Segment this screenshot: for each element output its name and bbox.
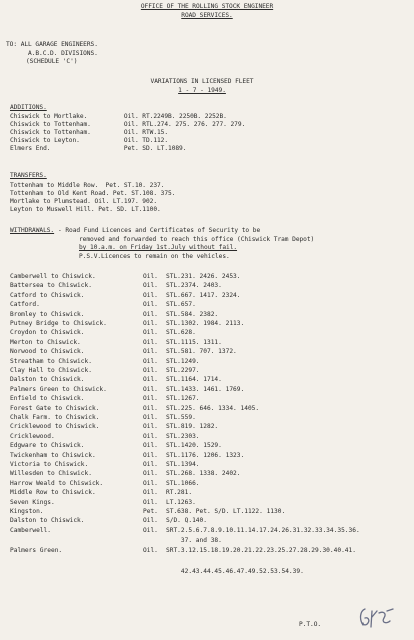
withdrawal-fuel: Oil. <box>143 498 158 506</box>
withdrawal-fleet-numbers: STL.2297. <box>166 367 200 374</box>
withdrawal-fleet-numbers: STL.231. 2426. 2453. <box>166 273 241 280</box>
withdrawal-fuel: Oil. <box>143 338 158 346</box>
withdrawal-fleet-numbers: STL.1176. 1206. 1323. <box>166 451 245 459</box>
withdrawal-fuel: Oil. <box>143 423 158 431</box>
withdrawal-origin: Palmers Green to Chiswick. <box>10 385 107 393</box>
withdrawal-fleet-numbers: STL.2303. <box>166 432 200 440</box>
withdrawal-origin: Dalston to Chiswick. <box>10 517 85 525</box>
transfers-heading: TRANSFERS. <box>10 172 47 179</box>
withdrawal-row <box>10 414 414 421</box>
withdrawal-row <box>10 311 414 318</box>
withdrawal-row <box>10 442 414 449</box>
withdrawal-origin: Middle Row to Chiswick. <box>10 489 96 497</box>
withdrawal-fuel: Oil. <box>143 329 158 337</box>
withdrawal-fleet-numbers: STL.667. 1417. 2324. <box>166 291 241 299</box>
handwritten-mark-icon <box>357 605 397 631</box>
withdrawal-fleet-numbers: STL.1302. 1984. 2113. <box>166 320 245 327</box>
withdrawal-origin: Victoria to Chiswick. <box>10 461 89 468</box>
withdrawal-origin: Norwood to Chiswick. <box>10 348 85 356</box>
withdrawal-fleet-numbers: STL.1394. <box>166 461 200 468</box>
addition-line: Chiswick to Tottenham. Oil. RTW.15. <box>10 129 169 136</box>
withdrawal-origin: Willesden to Chiswick. <box>10 470 92 478</box>
withdrawal-row <box>10 282 414 289</box>
header-road-services: ROAD SERVICES. <box>181 12 233 19</box>
withdrawal-fleet-numbers: S/D. Q.140. <box>166 517 207 525</box>
addition-line: Chiswick to Tottenham. Oil. RTL.274. 275. 276. 277. 279. <box>10 121 246 128</box>
withdrawal-fuel: Oil. <box>143 310 158 318</box>
withdrawals-heading: WITHDRAWALS. <box>10 227 55 234</box>
withdrawal-fleet-numbers: STL.2374. 2403. <box>166 282 222 290</box>
withdrawal-row <box>10 339 414 346</box>
withdrawal-origin: Putney Bridge to Chiswick. <box>10 320 107 327</box>
withdrawal-row <box>10 547 414 554</box>
withdrawal-fuel: Oil. <box>143 367 158 374</box>
withdrawal-fuel: Oil. <box>143 526 158 534</box>
withdrawal-fuel: Oil. <box>143 385 158 393</box>
withdrawal-origin: Seven Kings. <box>10 498 55 506</box>
withdrawal-row <box>10 376 414 383</box>
withdrawal-row <box>10 470 414 477</box>
withdrawal-row <box>10 301 414 308</box>
withdrawal-row <box>10 499 414 506</box>
withdrawal-note-line: P.S.V.Licences to remain on the vehicles. <box>79 252 230 260</box>
withdrawal-fleet-numbers: STL.1267. <box>166 395 200 403</box>
withdrawal-origin: Catford to Chiswick. <box>10 291 85 299</box>
withdrawal-origin: Battersea to Chiswick. <box>10 282 92 290</box>
withdrawal-note-line: by 10.a.m. on Friday 1st.July without fail. <box>79 244 238 251</box>
withdrawal-fuel: Oil. <box>143 546 158 554</box>
withdrawal-fleet-numbers: 42.43.44.45.46.47.49.52.53.54.39. <box>166 568 304 575</box>
withdrawal-fleet-numbers: STL.1164. 1714. <box>166 376 222 384</box>
withdrawal-origin: Twickenham to Chiswick. <box>10 451 96 459</box>
withdrawal-origin: Palmers Green. <box>10 546 63 554</box>
withdrawal-row <box>10 292 414 299</box>
withdrawal-note-line: removed and forwarded to reach this office (Chiswick Tram Depot) <box>79 235 315 243</box>
withdrawal-fuel: Oil. <box>143 432 158 440</box>
withdrawal-fuel: Oil. <box>143 489 158 497</box>
withdrawal-fleet-numbers: RT.281. <box>166 489 193 497</box>
withdrawal-origin: Forest Gate to Chiswick. <box>10 404 100 412</box>
transfer-line: Tottenham to Old Kent Road. Pet. ST.108. 375. <box>10 190 176 197</box>
withdrawal-fleet-numbers: STL.628. <box>166 329 196 337</box>
withdrawal-fuel: Oil. <box>143 301 158 309</box>
withdrawal-origin: Kingston. <box>10 508 44 515</box>
withdrawal-note-line: - Road Fund Licences and Certificates of Security to be <box>58 227 261 234</box>
additions-heading: ADDITIONS. <box>10 104 47 111</box>
withdrawal-row <box>10 480 414 487</box>
withdrawal-origin: Catford. <box>10 301 40 309</box>
withdrawal-origin: Bromley to Chiswick. <box>10 310 85 318</box>
withdrawal-origin: Cricklewood. <box>10 432 55 440</box>
withdrawal-fuel: Oil. <box>143 376 158 384</box>
withdrawal-origin: Dalston to Chiswick. <box>10 376 85 384</box>
withdrawal-origin: Chalk Farm. to Chiswick. <box>10 414 100 421</box>
withdrawal-fuel: Oil. <box>143 404 158 412</box>
withdrawal-fleet-numbers: STL.581. 707. 1372. <box>166 348 237 356</box>
withdrawal-fleet-numbers: STL.1115. 1311. <box>166 338 222 346</box>
to-recipients: TO: ALL GARAGE ENGINEERS. <box>6 41 98 48</box>
withdrawal-fuel: Oil. <box>143 470 158 478</box>
withdrawal-row <box>10 452 414 459</box>
withdrawal-fleet-numbers: 37. and 38. <box>166 537 222 545</box>
withdrawal-row <box>10 433 414 440</box>
withdrawal-origin: Streatham to Chiswick. <box>10 357 92 365</box>
withdrawal-origin: Camberwell to Chiswick. <box>10 273 96 280</box>
withdrawal-fleet-numbers: ST.638. Pet. S/D. LT.1122. 1130. <box>166 508 286 515</box>
withdrawal-origin: Croydon to Chiswick. <box>10 329 85 337</box>
withdrawal-row <box>10 568 414 575</box>
withdrawal-fuel: Pet. <box>143 508 158 515</box>
withdrawal-fuel: Oil. <box>143 442 158 450</box>
withdrawal-fuel: Oil. <box>143 282 158 290</box>
withdrawal-fleet-numbers: STL.1249. <box>166 357 200 365</box>
withdrawal-row <box>10 527 414 534</box>
withdrawal-origin: Cricklewood to Chiswick. <box>10 423 100 431</box>
to-divisions: A.B.C.D. DIVISIONS. <box>28 50 98 57</box>
withdrawal-row <box>10 517 414 524</box>
withdrawal-row <box>10 273 414 280</box>
withdrawal-fuel: Oil. <box>143 348 158 356</box>
withdrawal-row <box>10 386 414 393</box>
to-schedule: (SCHEDULE 'C') <box>26 58 78 65</box>
withdrawal-row <box>10 537 414 544</box>
withdrawal-fuel: Oil. <box>143 451 158 459</box>
withdrawal-fleet-numbers: STL.657. <box>166 301 196 309</box>
withdrawal-fuel: Oil. <box>143 320 158 327</box>
withdrawal-origin: Merton to Chiswick. <box>10 338 81 346</box>
withdrawal-fuel: Oil. <box>143 357 158 365</box>
withdrawal-fleet-numbers: STL.225. 646. 1334. 1405. <box>166 404 260 412</box>
addition-line: Elmers End. Pet. SD. LT.1089. <box>10 145 187 152</box>
withdrawal-row <box>10 423 414 430</box>
header-office: OFFICE OF THE ROLLING STOCK ENGINEER <box>140 3 274 10</box>
withdrawal-origin: Edgware to Chiswick. <box>10 442 85 450</box>
withdrawal-fuel: Oil. <box>143 291 158 299</box>
withdrawal-fleet-numbers: SRT.2.5.6.7.8.9.10.11.14.17.24.26.31.32.33.34.35.36. <box>166 526 360 534</box>
withdrawal-fleet-numbers: SRT.3.12.15.18.19.20.21.22.23.25.27.28.29.30.40.41. <box>166 546 356 554</box>
withdrawal-fleet-numbers: STL.1066. <box>166 479 200 487</box>
withdrawal-fuel: Oil. <box>143 414 158 421</box>
withdrawal-origin: Clay Hall to Chiswick. <box>10 367 92 374</box>
withdrawal-fuel: Oil. <box>143 461 158 468</box>
withdrawal-row <box>10 320 414 327</box>
withdrawal-row <box>10 358 414 365</box>
withdrawal-origin: Harrow Weald to Chiswick. <box>10 479 104 487</box>
withdrawal-fleet-numbers: STL.1433. 1461. 1769. <box>166 385 245 393</box>
transfer-line: Mortlake to Plumstead. Oil. LT.197. 902. <box>10 198 158 205</box>
withdrawal-row <box>10 329 414 336</box>
pto-label: P.T.O. <box>299 621 322 628</box>
withdrawal-fuel: Oil. <box>143 273 158 280</box>
withdrawal-row <box>10 461 414 468</box>
transfer-line: Tottenham to Middle Row. Pet. ST.10. 237. <box>10 182 165 189</box>
withdrawal-fleet-numbers: STL.584. 2382. <box>166 310 219 318</box>
withdrawal-row <box>10 395 414 402</box>
withdrawal-row <box>10 367 414 374</box>
withdrawal-fuel: Oil. <box>143 517 158 525</box>
withdrawal-origin: Enfield to Chiswick. <box>10 395 85 403</box>
withdrawal-fleet-numbers: LT.1263. <box>166 498 196 506</box>
withdrawal-fleet-numbers: STL.559. <box>166 414 196 421</box>
withdrawal-row <box>10 405 414 412</box>
withdrawal-fuel: Oil. <box>143 395 158 403</box>
withdrawal-fuel: Oil. <box>143 479 158 487</box>
transfer-line: Leyton to Muswell Hill. Pet. SD. LT.1100. <box>10 206 161 213</box>
addition-line: Chiswick to Leyton. Oil. TD.112. <box>10 137 169 144</box>
withdrawal-fleet-numbers: STL.268. 1338. 2402. <box>166 470 241 478</box>
withdrawal-fleet-numbers: STL.819. 1282. <box>166 423 219 431</box>
withdrawal-row <box>10 489 414 496</box>
addition-line: Chiswick to Mortlake. Oil. RT.2249B. 2250B. 2252B. <box>10 113 227 120</box>
withdrawal-row <box>10 508 414 515</box>
withdrawal-origin: Camberwell. <box>10 526 51 534</box>
withdrawal-fleet-numbers: STL.1420. 1529. <box>166 442 222 450</box>
title-variations: VARIATIONS IN LICENSED FLEET <box>150 78 254 85</box>
withdrawal-row <box>10 348 414 355</box>
title-date: 1 - 7 - 1949. <box>178 87 226 94</box>
